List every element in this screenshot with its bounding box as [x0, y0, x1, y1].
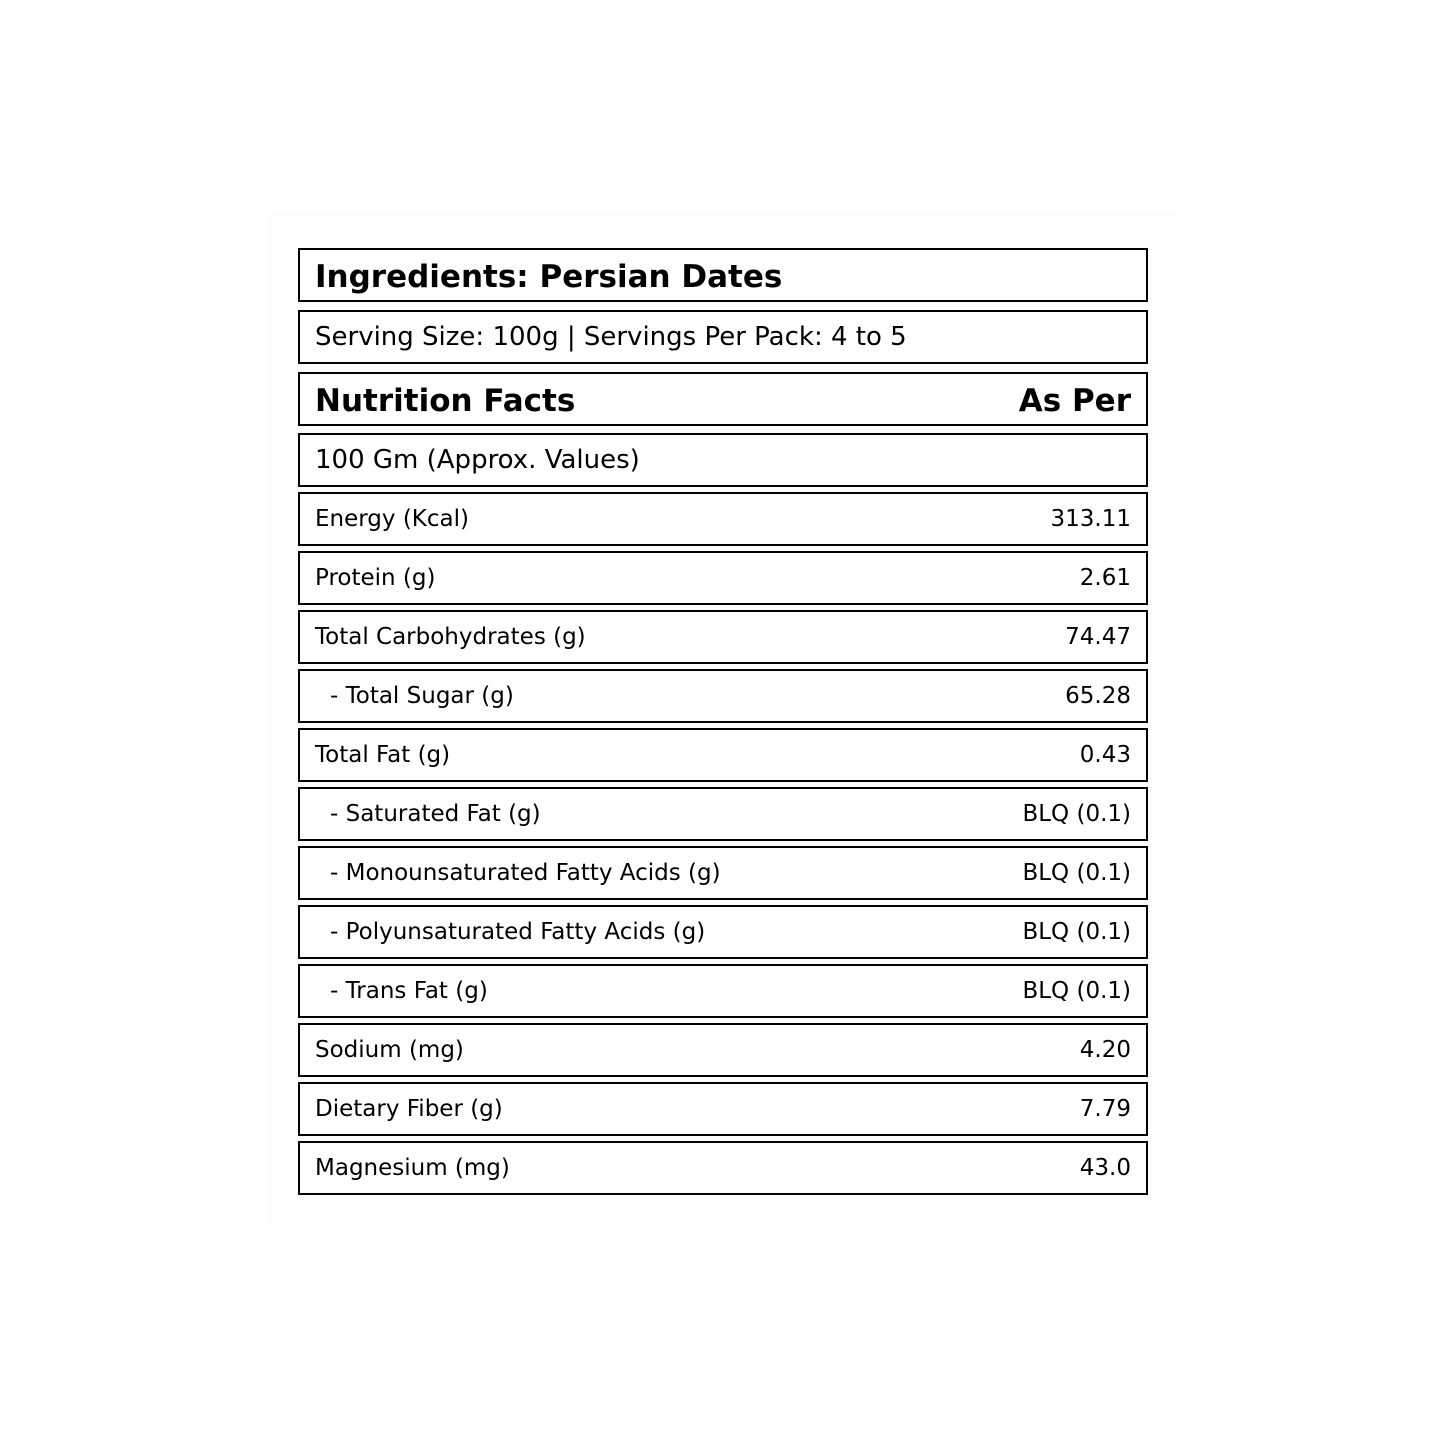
- nutrition-basis-heading: As Per: [1018, 382, 1131, 419]
- ingredients-box: [298, 248, 1148, 302]
- nutrient-label: - Polyunsaturated Fatty Acids (g): [330, 919, 706, 945]
- nutrient-row-monounsaturated-fatty-acids: [298, 846, 1148, 900]
- nutrient-label: Dietary Fiber (g): [315, 1096, 503, 1122]
- nutrition-facts-title: Nutrition Facts: [315, 382, 576, 419]
- nutrient-row-energy: [298, 492, 1148, 546]
- nutrient-row-sodium: [298, 1023, 1148, 1077]
- nutrient-label: Magnesium (mg): [315, 1155, 510, 1181]
- nutrient-label: - Trans Fat (g): [330, 978, 488, 1004]
- nutrient-label: Energy (Kcal): [315, 506, 469, 532]
- ingredients-label: Ingredients: Persian Dates: [315, 258, 783, 295]
- nutrient-label: - Saturated Fat (g): [330, 801, 541, 827]
- nutrient-row-trans-fat: [298, 964, 1148, 1018]
- serving-info-box: [298, 310, 1148, 364]
- nutrient-value: 65.28: [1065, 683, 1131, 709]
- nutrient-value: BLQ (0.1): [1022, 860, 1131, 886]
- nutrient-value: 313.11: [1050, 506, 1131, 532]
- nutrient-label: Total Carbohydrates (g): [315, 624, 586, 650]
- nutrient-value: 2.61: [1079, 565, 1131, 591]
- nutrient-row-protein: [298, 551, 1148, 605]
- nutrient-value: 4.20: [1079, 1037, 1131, 1063]
- nutrient-row-magnesium: [298, 1141, 1148, 1195]
- nutrient-row-total-sugar: [298, 669, 1148, 723]
- nutrient-label: Protein (g): [315, 565, 436, 591]
- serving-info-text: Serving Size: 100g | Servings Per Pack: 4 to 5: [315, 322, 907, 352]
- nutrient-value: 0.43: [1079, 742, 1131, 768]
- nutrient-value: BLQ (0.1): [1022, 978, 1131, 1004]
- nutrient-value: 7.79: [1079, 1096, 1131, 1122]
- nutrient-row-total-carbohydrates: [298, 610, 1148, 664]
- basis-note-box: [298, 433, 1148, 487]
- nutrient-row-total-fat: [298, 728, 1148, 782]
- nutrient-label: - Monounsaturated Fatty Acids (g): [330, 860, 721, 886]
- nutrient-value: 74.47: [1065, 624, 1131, 650]
- nutrition-label: [298, 248, 1148, 1195]
- nutrient-label: - Total Sugar (g): [330, 683, 514, 709]
- nutrient-value: 43.0: [1079, 1155, 1131, 1181]
- nutrition-header-box: [298, 372, 1148, 426]
- basis-note-text: 100 Gm (Approx. Values): [315, 445, 640, 475]
- nutrient-row-polyunsaturated-fatty-acids: [298, 905, 1148, 959]
- nutrient-row-saturated-fat: [298, 787, 1148, 841]
- nutrient-label: Total Fat (g): [315, 742, 451, 768]
- nutrient-value: BLQ (0.1): [1022, 919, 1131, 945]
- nutrient-row-dietary-fiber: [298, 1082, 1148, 1136]
- nutrient-label: Sodium (mg): [315, 1037, 464, 1063]
- nutrient-value: BLQ (0.1): [1022, 801, 1131, 827]
